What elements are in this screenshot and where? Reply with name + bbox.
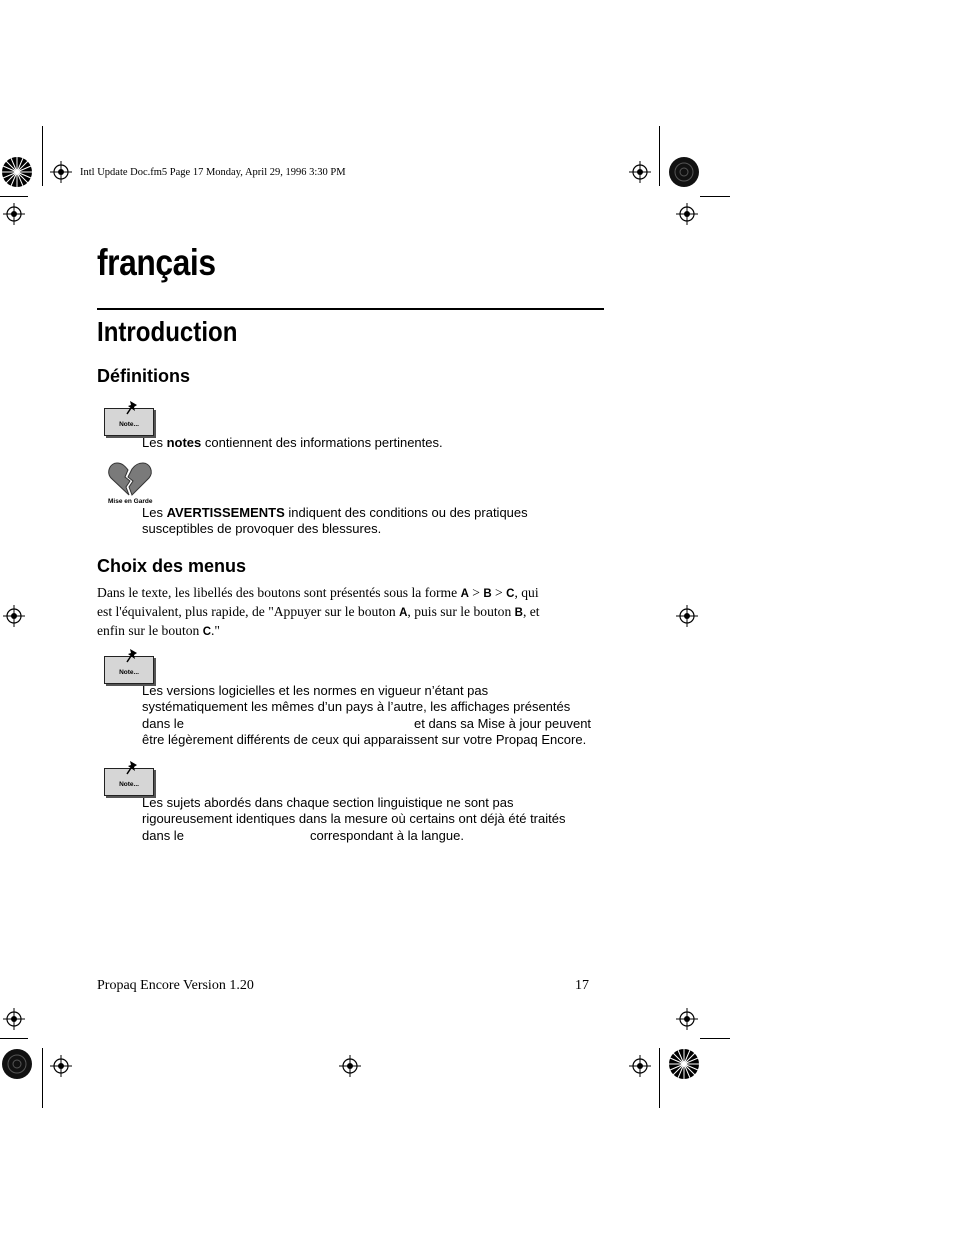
- footer-page-number: 17: [575, 978, 589, 993]
- starburst-mark-icon: [668, 156, 700, 188]
- crop-mark: [700, 196, 730, 197]
- note-icon-label: Note...: [119, 421, 139, 428]
- registration-target-icon: [3, 203, 25, 225]
- crop-mark: [659, 126, 660, 186]
- crop-mark: [0, 1038, 28, 1039]
- note-icon: [104, 408, 154, 436]
- registration-target-icon: [50, 1055, 72, 1077]
- footer-product: Propaq Encore Version 1.20: [97, 978, 254, 993]
- registration-target-icon: [339, 1055, 361, 1077]
- starburst-mark-icon: [1, 156, 33, 188]
- warning-icon-label: Mise en Garde: [108, 498, 153, 505]
- note-definition-text: Les notes contiennent des informations pertinentes.: [142, 435, 443, 450]
- crop-mark: [700, 1038, 730, 1039]
- chapter-title: français: [97, 242, 216, 283]
- note-icon: [104, 656, 154, 684]
- starburst-mark-icon: [668, 1048, 700, 1080]
- registration-target-icon: [50, 161, 72, 183]
- print-header: Intl Update Doc.fm5 Page 17 Monday, April 29, 1996 3:30 PM: [80, 167, 346, 178]
- note-icon-label: Note...: [119, 669, 139, 676]
- title-rule: [97, 308, 604, 310]
- registration-target-icon: [3, 1008, 25, 1030]
- crop-mark: [42, 1048, 43, 1108]
- note-icon: [104, 768, 154, 796]
- definitions-heading: Définitions: [97, 366, 190, 386]
- crop-mark: [0, 196, 28, 197]
- registration-target-icon: [3, 605, 25, 627]
- crop-mark: [659, 1048, 660, 1108]
- broken-heart-icon: [107, 462, 155, 498]
- registration-target-icon: [676, 203, 698, 225]
- registration-target-icon: [629, 1055, 651, 1077]
- starburst-mark-icon: [1, 1048, 33, 1080]
- crop-mark: [42, 126, 43, 186]
- note-icon-label: Note...: [119, 781, 139, 788]
- warning-definition-text: Les AVERTISSEMENTS indiquent des conditions ou des pratiques susceptibles de provoquer des blessures.: [142, 505, 528, 537]
- menus-heading: Choix des menus: [97, 556, 247, 576]
- registration-target-icon: [629, 161, 651, 183]
- registration-target-icon: [676, 1008, 698, 1030]
- section-title: Introduction: [97, 316, 238, 347]
- menus-paragraph: Dans le texte, les libellés des boutons sont présentés sous la forme A > B > C, qui est l'équivalent, plus rapide, de "Appuyer sur le bouton A, puis sur le bouton B, et enfin sur le bouton C.": [97, 585, 540, 638]
- note-language-sections: Les sujets abordés dans chaque section linguistique ne sont pas rigoureusement identiques dans la mesure où certains ont déjà été traités dans le correspondant à la langue.: [142, 795, 566, 843]
- note-software-versions: Les versions logicielles et les normes en vigueur n’étant pas systématiquement les mêmes d’un pays à l’autre, les affichages présentés dans le et dans sa Mise à jour peuvent être légèrement différents de ceux qui apparaissent sur votre Propaq Encore.: [142, 683, 592, 747]
- registration-target-icon: [676, 605, 698, 627]
